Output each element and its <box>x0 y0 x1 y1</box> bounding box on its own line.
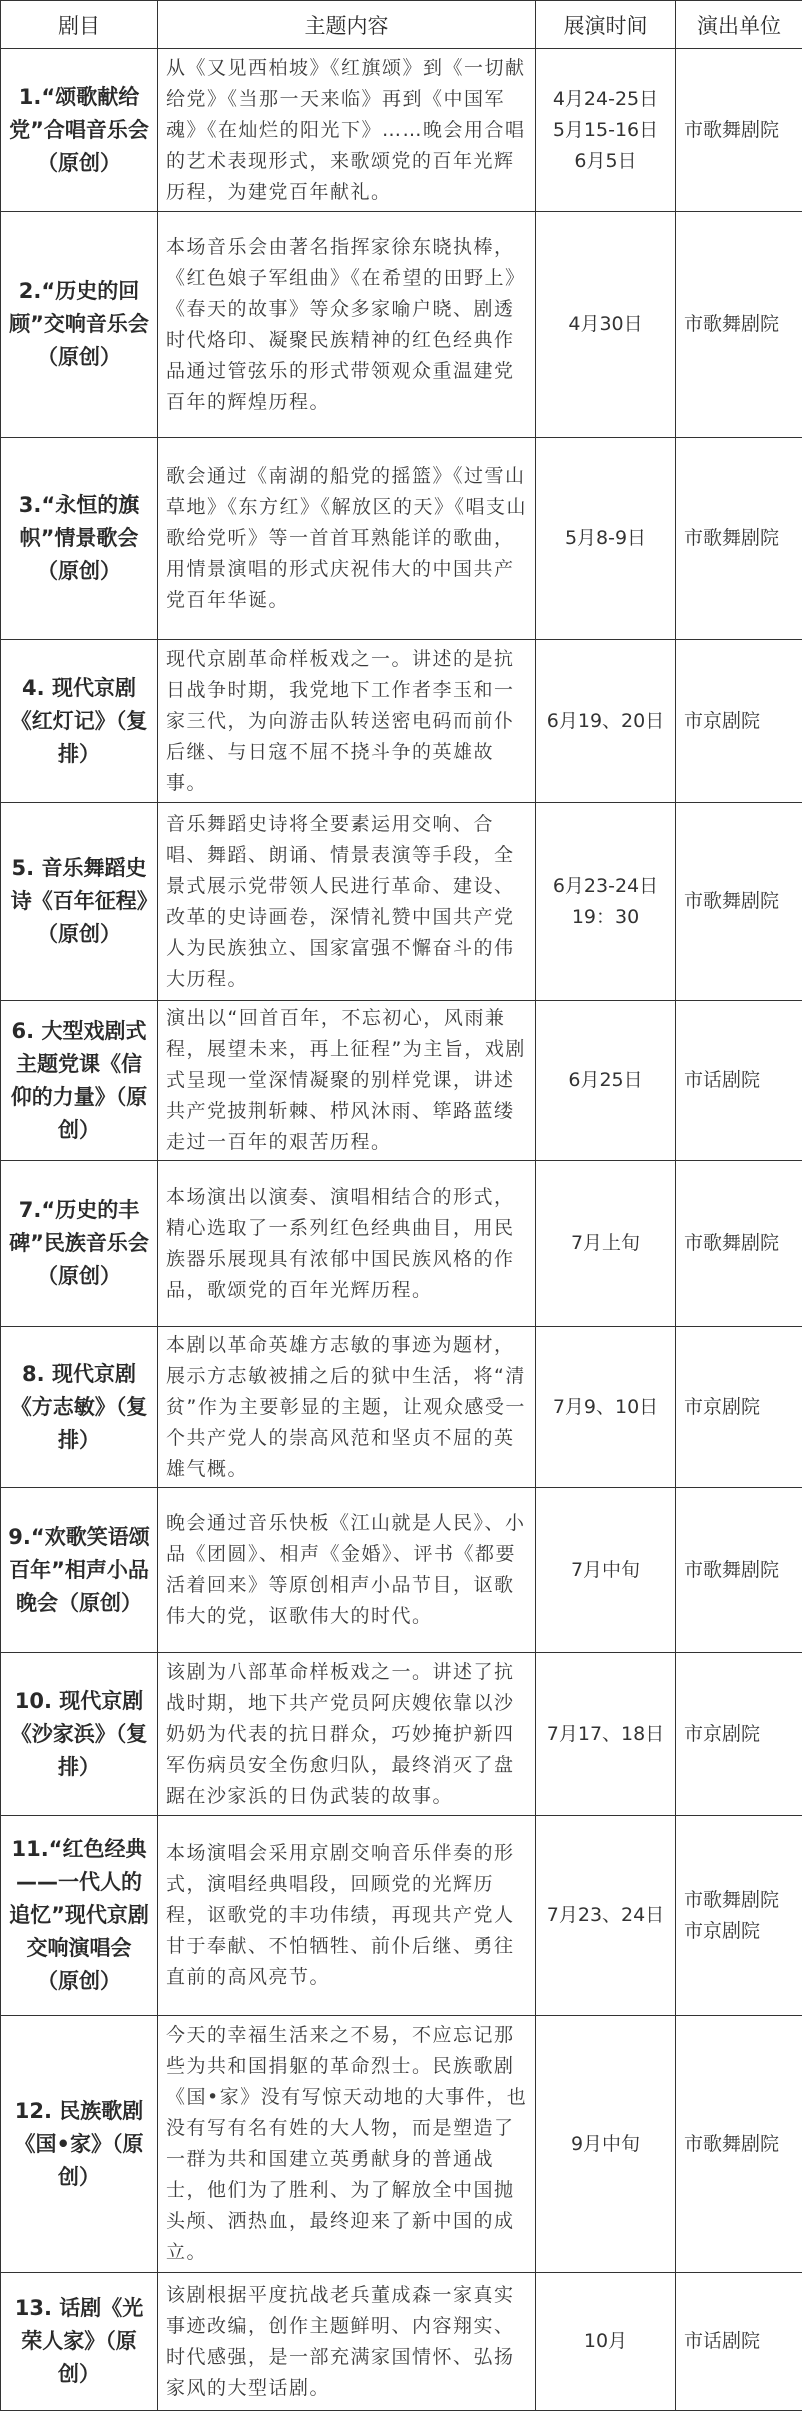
program-time <box>536 1327 676 1488</box>
unit-line: 市京剧院 <box>684 706 798 737</box>
program-title: 2.“历史的回顾”交响音乐会（原创） <box>1 212 158 438</box>
table-row <box>1 1327 802 1488</box>
time-line: 6月23-24日 <box>540 871 671 902</box>
program-title: 10. 现代京剧《沙家浜》（复排） <box>1 1653 158 1816</box>
program-content: 晚会通过音乐快板《江山就是人民》、小品《团圆》、相声《金婚》、评书《都要活着回来》等原创相声小品节目，讴歌伟大的党，讴歌伟大的时代。 <box>158 1488 536 1653</box>
program-title: 13. 话剧《光荣人家》（原创） <box>1 2273 158 2411</box>
time-line: 7月中旬 <box>540 1555 671 1586</box>
program-time <box>536 1816 676 2016</box>
program-time <box>536 1653 676 1816</box>
program-unit <box>676 1816 802 2016</box>
table-row <box>1 1653 802 1816</box>
time-line: 10月 <box>540 2326 671 2357</box>
program-content: 本场演唱会采用京剧交响音乐伴奏的形式，演唱经典唱段，回顾党的光辉历程，讴歌党的丰功伟绩，再现共产党人甘于奉献、不怕牺牲、前仆后继、勇往直前的高风亮节。 <box>158 1816 536 2016</box>
program-time <box>536 49 676 212</box>
program-content: 音乐舞蹈史诗将全要素运用交响、合唱、舞蹈、朗诵、情景表演等手段，全景式展示党带领人民进行革命、建设、改革的史诗画卷，深情礼赞中国共产党人为民族独立、国家富强不懈奋斗的伟大历程。 <box>158 803 536 1001</box>
program-title: 7.“历史的丰碑”民族音乐会（原创） <box>1 1161 158 1327</box>
time-line: 7月23、24日 <box>540 1900 671 1931</box>
program-content: 现代京剧革命样板戏之一。讲述的是抗日战争时期，我党地下工作者李玉和一家三代，为向游击队转送密电码而前仆后继、与日寇不屈不挠斗争的英雄故事。 <box>158 640 536 803</box>
unit-line: 市歌舞剧院 <box>684 115 798 146</box>
header-unit: 演出单位 <box>676 1 802 49</box>
unit-line: 市京剧院 <box>684 1392 798 1423</box>
program-unit <box>676 1161 802 1327</box>
time-line: 6月19、20日 <box>540 706 671 737</box>
unit-line: 市话剧院 <box>684 2326 798 2357</box>
program-time <box>536 1488 676 1653</box>
program-time <box>536 212 676 438</box>
program-content: 本场演出以演奏、演唱相结合的形式，精心选取了一系列红色经典曲目，用民族器乐展现具有浓郁中国民族风格的作品，歌颂党的百年光辉历程。 <box>158 1161 536 1327</box>
program-unit <box>676 1653 802 1816</box>
table-row <box>1 1816 802 2016</box>
unit-line: 市京剧院 <box>684 1916 798 1947</box>
unit-line: 市歌舞剧院 <box>684 1885 798 1916</box>
program-unit <box>676 1488 802 1653</box>
program-unit <box>676 1327 802 1488</box>
unit-line: 市歌舞剧院 <box>684 523 798 554</box>
time-line: 4月30日 <box>540 309 671 340</box>
program-content: 演出以“回首百年，不忘初心，风雨兼程，展望未来，再上征程”为主旨，戏剧式呈现一堂深情凝聚的别样党课，讲述共产党披荆斩棘、栉风沐雨、筚路蓝缕走过一百年的艰苦历程。 <box>158 1001 536 1161</box>
program-time <box>536 2273 676 2411</box>
time-line: 7月9、10日 <box>540 1392 671 1423</box>
program-time <box>536 438 676 640</box>
table-row <box>1 2016 802 2273</box>
table-row <box>1 49 802 212</box>
table-row <box>1 640 802 803</box>
time-line: 7月上旬 <box>540 1228 671 1259</box>
program-time <box>536 2016 676 2273</box>
time-line: 7月17、18日 <box>540 1719 671 1750</box>
program-content: 歌会通过《南湖的船党的摇篮》《过雪山草地》《东方红》《解放区的天》《唱支山歌给党听》等一首首耳熟能详的歌曲，用情景演唱的形式庆祝伟大的中国共产党百年华诞。 <box>158 438 536 640</box>
time-line: 5月15-16日 <box>540 115 671 146</box>
time-line: 4月24-25日 <box>540 84 671 115</box>
program-title: 11.“红色经典——一代人的追忆”现代京剧交响演唱会（原创） <box>1 1816 158 2016</box>
time-line: 5月8-9日 <box>540 523 671 554</box>
unit-line: 市话剧院 <box>684 1065 798 1096</box>
table-row <box>1 438 802 640</box>
program-time <box>536 1161 676 1327</box>
table-row <box>1 1488 802 1653</box>
program-unit <box>676 1001 802 1161</box>
program-unit <box>676 2016 802 2273</box>
unit-line: 市歌舞剧院 <box>684 1555 798 1586</box>
program-content: 本场音乐会由著名指挥家徐东晓执棒，《红色娘子军组曲》《在希望的田野上》《春天的故事》等众多家喻户晓、剧透时代烙印、凝聚民族精神的红色经典作品通过管弦乐的形式带领观众重温建党百年的辉煌历程。 <box>158 212 536 438</box>
table-row <box>1 2273 802 2411</box>
program-unit <box>676 2273 802 2411</box>
table-row <box>1 1161 802 1327</box>
program-unit <box>676 49 802 212</box>
time-line: 6月25日 <box>540 1065 671 1096</box>
program-title: 3.“永恒的旗帜”情景歌会（原创） <box>1 438 158 640</box>
unit-line: 市歌舞剧院 <box>684 2129 798 2160</box>
table-row <box>1 212 802 438</box>
table-row <box>1 803 802 1001</box>
program-title: 9.“欢歌笑语颂百年”相声小品晚会（原创） <box>1 1488 158 1653</box>
program-title: 4. 现代京剧《红灯记》（复排） <box>1 640 158 803</box>
program-content: 本剧以革命英雄方志敏的事迹为题材，展示方志敏被捕之后的狱中生活，将“清贫”作为主要彰显的主题，让观众感受一个共产党人的崇高风范和坚贞不屈的英雄气概。 <box>158 1327 536 1488</box>
program-unit <box>676 438 802 640</box>
program-content: 该剧为八部革命样板戏之一。讲述了抗战时期，地下共产党员阿庆嫂依靠以沙奶奶为代表的抗日群众，巧妙掩护新四军伤病员安全伤愈归队，最终消灭了盘踞在沙家浜的日伪武装的故事。 <box>158 1653 536 1816</box>
program-content: 从《又见西柏坡》《红旗颂》到《一切献给党》《当那一天来临》再到《中国军魂》《在灿烂的阳光下》……晚会用合唱的艺术表现形式，来歌颂党的百年光辉历程，为建党百年献礼。 <box>158 49 536 212</box>
header-time: 展演时间 <box>536 1 676 49</box>
program-content: 今天的幸福生活来之不易，不应忘记那些为共和国捐躯的革命烈士。民族歌剧《国•家》没有写惊天动地的大事件，也没有写有名有姓的大人物，而是塑造了一群为共和国建立英勇献身的普通战士，他们为了胜利、为了解放全中国抛头颅、洒热血，最终迎来了新中国的成立。 <box>158 2016 536 2273</box>
unit-line: 市歌舞剧院 <box>684 309 798 340</box>
program-time <box>536 803 676 1001</box>
program-content: 该剧根据平度抗战老兵董成森一家真实事迹改编，创作主题鲜明、内容翔实、时代感强，是一部充满家国情怀、弘扬家风的大型话剧。 <box>158 2273 536 2411</box>
table-body <box>1 49 802 2411</box>
header-title: 剧目 <box>1 1 158 49</box>
time-line: 9月中旬 <box>540 2129 671 2160</box>
unit-line: 市歌舞剧院 <box>684 1228 798 1259</box>
program-unit <box>676 640 802 803</box>
program-title: 5. 音乐舞蹈史诗《百年征程》（原创） <box>1 803 158 1001</box>
table-row <box>1 1001 802 1161</box>
header-row <box>1 1 802 49</box>
time-line: 19：30 <box>540 902 671 933</box>
program-title: 1.“颂歌献给党”合唱音乐会（原创） <box>1 49 158 212</box>
program-title: 6. 大型戏剧式主题党课《信仰的力量》（原创） <box>1 1001 158 1161</box>
program-time <box>536 1001 676 1161</box>
program-unit <box>676 803 802 1001</box>
program-unit <box>676 212 802 438</box>
unit-line: 市京剧院 <box>684 1719 798 1750</box>
program-title: 12. 民族歌剧《国•家》（原创） <box>1 2016 158 2273</box>
header-content: 主题内容 <box>158 1 536 49</box>
unit-line: 市歌舞剧院 <box>684 886 798 917</box>
time-line: 6月5日 <box>540 146 671 177</box>
program-title: 8. 现代京剧《方志敏》（复排） <box>1 1327 158 1488</box>
program-time <box>536 640 676 803</box>
